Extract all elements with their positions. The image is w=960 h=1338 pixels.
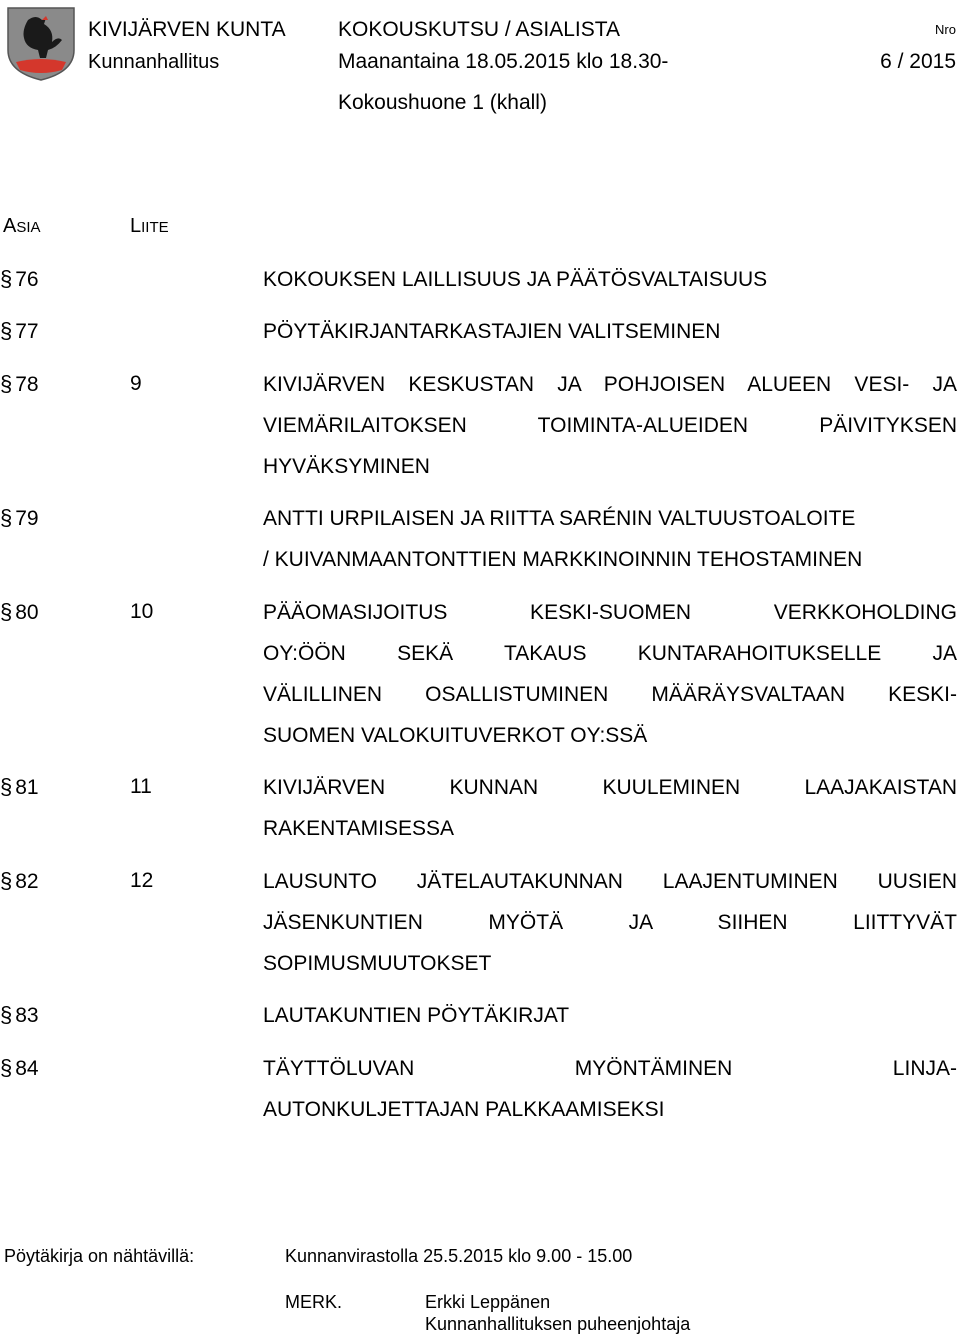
agenda-item-number <box>0 774 39 801</box>
item-number-text: 77 <box>15 320 39 343</box>
agenda-item-title-line: SUOMEN VALOKUITUVERKOT OY:SSÄ <box>263 724 648 747</box>
agenda-item-title-line: KIVIJÄRVEN KUNNAN KUULEMINEN LAAJAKAISTAN <box>263 776 957 799</box>
agenda-item-title-line: VÄLILLINEN OSALLISTUMINEN MÄÄRÄYSVALTAAN KESKI- <box>263 683 957 706</box>
signer-title: Kunnanhallituksen puheenjohtaja <box>425 1314 691 1334</box>
board-name: Kunnanhallitus <box>88 51 220 73</box>
agenda-item-title <box>263 364 957 487</box>
agenda-item-title <box>263 311 957 352</box>
section-sign: § <box>0 868 13 893</box>
agenda-item-title-line: LAUSUNTO JÄTELAUTAKUNNAN LAAJENTUMINEN UUSIEN <box>263 870 957 893</box>
agenda-item-attachment: 10 <box>130 600 154 623</box>
item-number-text: 79 <box>15 507 39 530</box>
agenda-item-number <box>0 1055 39 1082</box>
agenda-item-number <box>0 371 39 398</box>
agenda-item-number <box>0 505 39 532</box>
item-number-text: 84 <box>15 1057 39 1080</box>
section-sign: § <box>0 1055 13 1080</box>
item-number-text: 83 <box>15 1004 39 1027</box>
municipality-coat-of-arms-logo <box>6 6 76 82</box>
agenda-item-title <box>263 498 957 580</box>
meeting-number: 6 / 2015 <box>880 50 956 73</box>
document-type: KOKOUSKUTSU / ASIALISTA <box>338 18 621 41</box>
agenda-item-title <box>263 861 957 984</box>
item-number-text: 82 <box>15 870 39 893</box>
meeting-time: Maanantaina 18.05.2015 klo 18.30- <box>338 50 669 73</box>
item-number-text: 80 <box>15 601 39 624</box>
section-sign: § <box>0 318 13 343</box>
agenda-item-title <box>263 1048 957 1130</box>
agenda-item-number <box>0 868 39 895</box>
agenda-item-title <box>263 995 957 1036</box>
column-header-asia-rest: SIA <box>16 219 41 236</box>
agenda-item-attachment: 9 <box>130 372 142 395</box>
agenda-item-title-line: AUTONKULJETTAJAN PALKKAAMISEKSI <box>263 1098 665 1121</box>
section-sign: § <box>0 371 13 396</box>
section-sign: § <box>0 1002 13 1027</box>
agenda-item-title-line: / KUIVANMAANTONTTIEN MARKKINOINNIN TEHOSTAMINEN <box>263 548 863 571</box>
merk-label: MERK. <box>285 1292 343 1312</box>
column-header-asia-initial: A <box>3 215 17 237</box>
item-number-text: 76 <box>15 268 39 291</box>
agenda-item-number <box>0 599 39 626</box>
column-header-liite-initial: L <box>130 215 142 237</box>
agenda-item-attachment: 12 <box>130 869 154 892</box>
agenda-item-number <box>0 318 39 345</box>
section-sign: § <box>0 505 13 530</box>
item-number-text: 81 <box>15 776 39 799</box>
agenda-item-title-line: KIVIJÄRVEN KESKUSTAN JA POHJOISEN ALUEEN VESI- JA <box>263 373 957 396</box>
agenda-item-title-line: HYVÄKSYMINEN <box>263 455 430 478</box>
signer-name: Erkki Leppänen <box>425 1292 551 1312</box>
section-sign: § <box>0 599 13 624</box>
agenda-item-title-line: VIEMÄRILAITOKSEN TOIMINTA-ALUEIDEN PÄIVITYKSEN <box>263 414 957 437</box>
item-number-text: 78 <box>15 373 39 396</box>
section-sign: § <box>0 774 13 799</box>
agenda-item-title-line: TÄYTTÖLUVAN MYÖNTÄMINEN LINJA- <box>263 1057 957 1080</box>
agenda-item-title-line: PÖYTÄKIRJANTARKASTAJIEN VALITSEMINEN <box>263 320 721 343</box>
agenda-item-title-line: PÄÄOMASIJOITUS KESKI-SUOMEN VERKKOHOLDING <box>263 601 957 624</box>
footer-label: Pöytäkirja on nähtävillä: <box>4 1246 195 1266</box>
organization-name: KIVIJÄRVEN KUNTA <box>88 18 286 41</box>
agenda-item-title-line: LAUTAKUNTIEN PÖYTÄKIRJAT <box>263 1004 570 1027</box>
column-header-asia <box>3 215 41 238</box>
agenda-item-title-line: OY:ÖÖN SEKÄ TAKAUS KUNTARAHOITUKSELLE JA <box>263 642 957 665</box>
column-header-liite-rest: IITE <box>141 219 169 236</box>
section-sign: § <box>0 266 13 291</box>
agenda-item-attachment: 11 <box>130 775 152 798</box>
agenda-item-title-line: JÄSENKUNTIEN MYÖTÄ JA SIIHEN LIITTYVÄT <box>263 911 957 934</box>
footer-availability: Kunnanvirastolla 25.5.2015 klo 9.00 - 15.00 <box>285 1246 633 1266</box>
agenda-item-number <box>0 266 39 293</box>
agenda-item-title <box>263 259 957 300</box>
column-header-liite <box>130 215 169 238</box>
agenda-item-title-line: RAKENTAMISESSA <box>263 817 454 840</box>
agenda-item-title-line: ANTTI URPILAISEN JA RIITTA SARÉNIN VALTUUSTOALOITE <box>263 507 856 530</box>
agenda-item-number <box>0 1002 39 1029</box>
agenda-item-title <box>263 592 957 756</box>
number-label: Nro <box>935 22 956 37</box>
agenda-item-title <box>263 767 957 849</box>
agenda-item-title-line: KOKOUKSEN LAILLISUUS JA PÄÄTÖSVALTAISUUS <box>263 268 768 291</box>
agenda-item-title-line: SOPIMUSMUUTOKSET <box>263 952 492 975</box>
meeting-place: Kokoushuone 1 (khall) <box>338 91 547 114</box>
